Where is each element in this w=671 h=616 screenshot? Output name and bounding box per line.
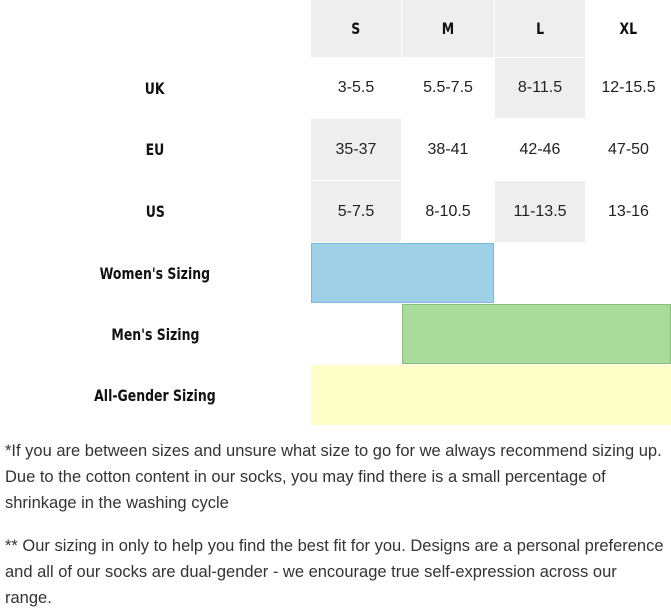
table-cell: 38-41 [427,140,469,158]
table-cell: 8-10.5 [425,202,471,220]
row-label-us: US [145,202,165,221]
size-header-s: S [311,0,401,57]
sizing-note-2: ** Our sizing in only to help you find the best fit for you. Designs are a personal preference and all of our socks are dual-gender - we encourage true self-expression across our range. [5,537,664,607]
table-cell: 47-50 [608,140,649,158]
table-cell: 5.5-7.5 [423,79,473,96]
table-cell: 35-37 [311,119,401,180]
range-label-mens: Men's Sizing [111,324,199,344]
range-label-all-gender: All-Gender Sizing [94,385,216,405]
table-cell: 5-7.5 [311,181,401,242]
table-cell: 3-5.5 [337,79,375,96]
row-label-eu: EU [145,140,165,159]
range-label-womens: Women's Sizing [99,263,211,283]
table-cell: 11-13.5 [495,181,585,242]
size-header-xl: XL [619,19,638,38]
womens-size-range-bar [311,243,494,303]
size-header-l: L [495,0,585,57]
row-label-uk: UK [145,78,165,98]
size-header-m: M [402,0,494,57]
all-gender-size-range-bar [311,365,671,425]
table-cell: 42-46 [519,140,561,158]
sizing-note-1: *If you are between sizes and unsure what size to go for we always recommend sizing up. Due to the cotton content in our socks, you may find there is a small percentage of shrinkage in the washing cycle [5,442,662,512]
mens-size-range-bar [402,304,671,364]
table-cell: 8-11.5 [495,58,585,118]
table-cell: 12-15.5 [601,79,656,96]
table-cell: 13-16 [608,202,649,220]
